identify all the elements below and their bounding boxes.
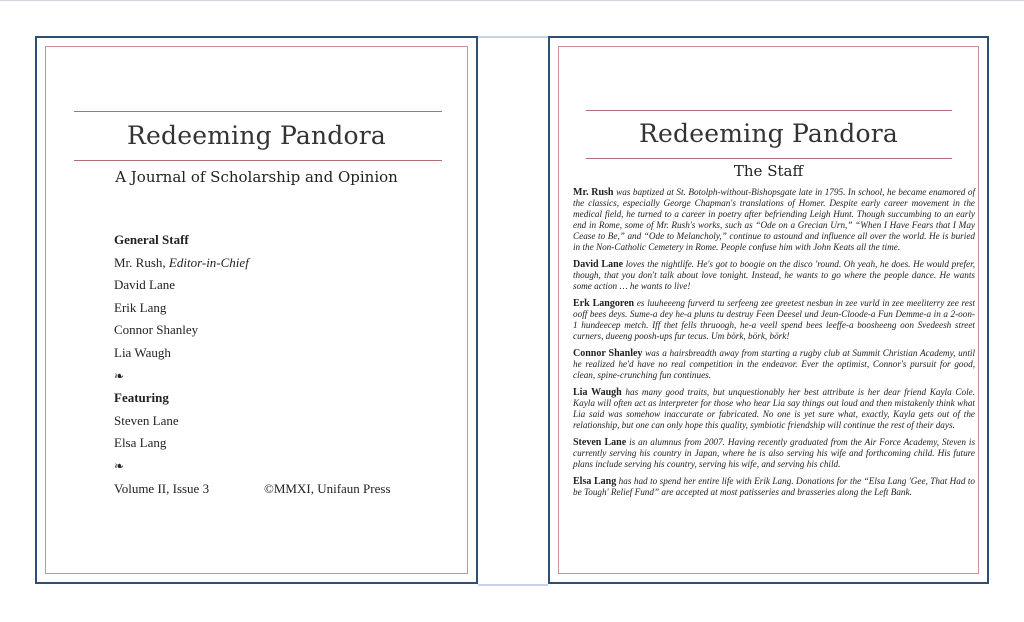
staff-member: Connor Shanley bbox=[114, 322, 199, 338]
title-rule-top bbox=[74, 111, 442, 112]
bio-name: Erk Langoren bbox=[573, 298, 635, 309]
staff-editor bbox=[114, 252, 391, 275]
general-staff-heading: General Staff bbox=[114, 232, 189, 247]
copyright: ©MMXI, Unifaun Press bbox=[264, 480, 391, 496]
page-title: Redeeming Pandora bbox=[639, 119, 898, 148]
window-top-border bbox=[0, 0, 1024, 1]
bio-entry bbox=[573, 259, 975, 292]
bio-text: was a hairsbreadth away from starting a rugby club at Summit Christian Academy, until he realized he'd have no real competition in the endeavor. Ever the optimist, Connor's pursuit for good, clean, spine-crunching fun continues. bbox=[573, 348, 975, 380]
bio-entry bbox=[573, 298, 975, 342]
bio-text: is an alumnus from 2007. Having recently graduated from the Air Force Academy, Steven is currently serving his country in Japan, where he is also serving his wife and forthcoming child. His future plans include serving his country, serving his wife, and serving his child. bbox=[573, 437, 976, 469]
bio-entry bbox=[573, 437, 975, 470]
featured-member: Steven Lane bbox=[114, 412, 179, 428]
bio-entry bbox=[573, 348, 975, 381]
bio-text: has had to spend her entire life with Erik Lang. Donations for the “Elsa Lang 'Gee, That Had to be Tough' Relief Fund” are accepted at most patisseries and brasseries along the Left Bank. bbox=[573, 476, 975, 497]
fleuron-icon: ❧ bbox=[114, 458, 125, 473]
issue-line bbox=[114, 478, 391, 501]
page-gutter-top bbox=[478, 36, 548, 38]
bio-entry bbox=[573, 476, 975, 498]
bio-entry bbox=[573, 387, 975, 431]
journal-subtitle: A Journal of Scholarship and Opinion bbox=[115, 168, 398, 186]
page-title: Redeeming Pandora bbox=[127, 121, 386, 150]
fleuron-icon: ❧ bbox=[114, 368, 125, 383]
bio-text: loves the nightlife. He's got to boogie on the disco 'round. Oh yeah, he does. He would prefer, though, that you don't talk about love tonight. Instead, he wants to go where the people dance. He wants some action … he wants to live! bbox=[573, 259, 975, 291]
right-page bbox=[548, 36, 989, 584]
left-page-frame bbox=[45, 46, 468, 574]
staff-list bbox=[114, 229, 391, 500]
title-rule-top bbox=[586, 110, 952, 111]
bio-name: Connor Shanley bbox=[573, 348, 643, 359]
staff-member: Lia Waugh bbox=[114, 344, 171, 360]
staff-subtitle: The Staff bbox=[733, 162, 804, 180]
editor-name: Mr. Rush, bbox=[114, 254, 166, 270]
bio-name: Elsa Lang bbox=[573, 476, 617, 487]
staff-member: Erik Lang bbox=[114, 299, 167, 315]
right-page-frame bbox=[558, 46, 979, 574]
staff-bios bbox=[573, 187, 975, 504]
title-rule-bottom bbox=[74, 160, 442, 161]
bio-name: David Lane bbox=[573, 259, 624, 270]
bio-name: Steven Lane bbox=[573, 437, 627, 448]
title-rule-bottom bbox=[586, 158, 952, 159]
bio-name: Lia Waugh bbox=[573, 387, 622, 398]
staff-member: David Lane bbox=[114, 277, 176, 293]
featured-member: Elsa Lang bbox=[114, 435, 167, 451]
left-page bbox=[35, 36, 478, 584]
bio-text: es luuheeeng furverd tu serfeeng zee greetest nesbun in zee vurld in zee meeliterry zee rest ooff bees deys. Sume-a dey he-a pluns tu destruy Feen Deesel und Jeun-Cloode-a Fun Demme-a in a 2-oon-1 hundeecep metch. Iff thet fells thruoogh, he-a veell spend bees leeffe-a boosheeng oon Svedeesh street curners, dueeng poosh-ups fur tecus. Um börk, börk, börk! bbox=[573, 298, 975, 341]
editor-role: Editor-in-Chief bbox=[168, 254, 249, 270]
bio-text: was baptized at St. Botolph-without-Bishopsgate late in 1795. In school, he became enamored of the classics, especially George Chapman's translations of Homer. Despite early career movement in the medical field, he turned to a career in poetry after befriending Leigh Hunt. Though succumbing to an early end in Rome, some of Mr. Rush's works, such as “Ode on a Grecian Urn,” “When I Have Fears that I May Cease to Be,” and “Ode to Melancholy,” continue to astound and influence all over the world. He is buried in the Non-Catholic Cemetery in Rome. People confuse him with John Keats all the time. bbox=[573, 187, 976, 252]
bio-text: has many good traits, but unquestionably her best attribute is her dear friend Kayla Cole. Kayla will often act as interpreter for those who hear Lia say things out loud and then mistakenly think what Lia said was somehow inaccurate or fabricated. No one is yet sure what, exactly, Kayla gets out of the relationship, but one can only hope this quality, symbiotic friendship will continue the rest of their days. bbox=[573, 387, 976, 430]
bio-entry bbox=[573, 187, 975, 253]
bio-name: Mr. Rush bbox=[573, 187, 614, 198]
featuring-heading: Featuring bbox=[114, 390, 169, 406]
volume-issue: Volume II, Issue 3 bbox=[114, 480, 210, 496]
page-gutter-bottom bbox=[478, 584, 548, 586]
